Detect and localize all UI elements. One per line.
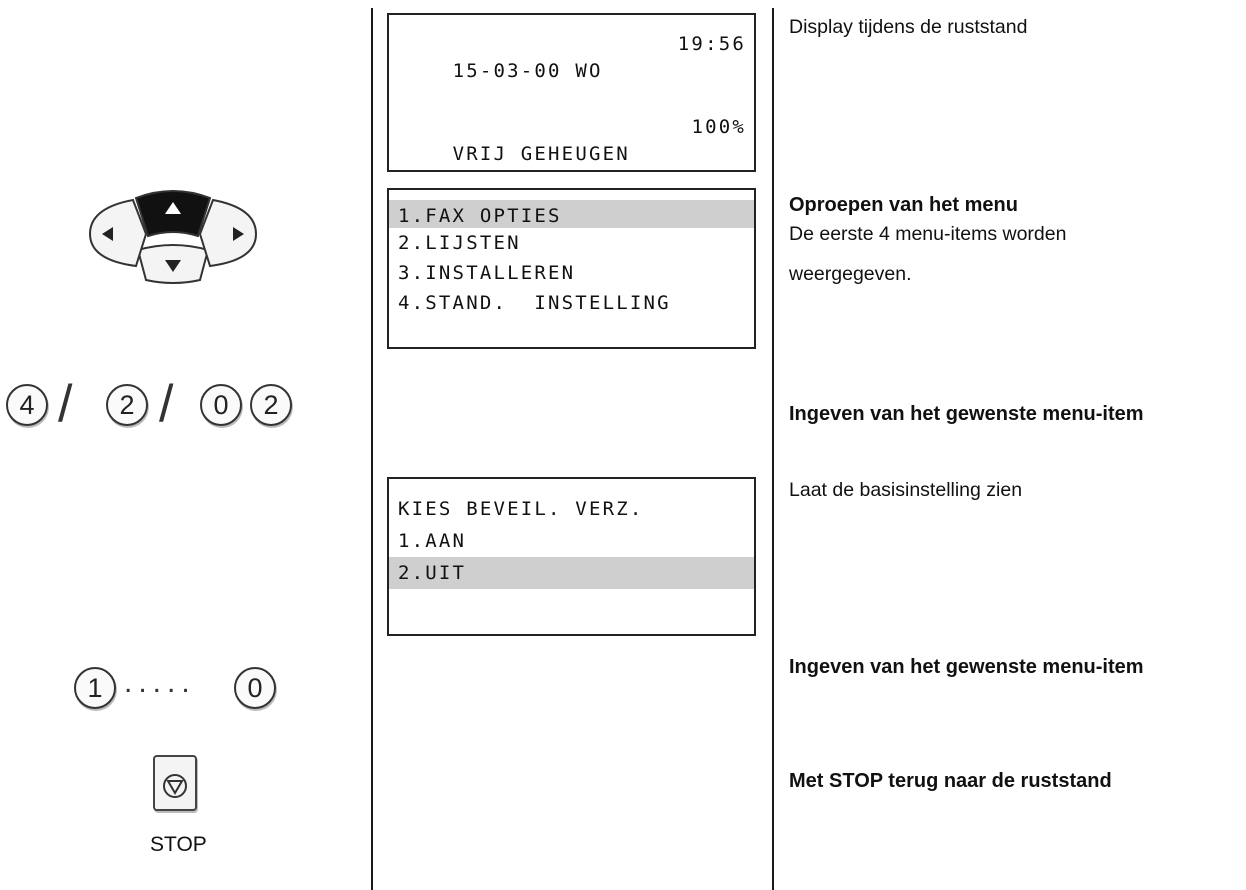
key-2: 2 xyxy=(106,384,148,426)
key-4: 4 xyxy=(6,384,48,426)
lcd-line xyxy=(389,31,754,82)
key-separator-slash: / xyxy=(58,375,73,433)
key-0-range: 0 xyxy=(234,667,276,709)
key-2-second: 2 xyxy=(250,384,292,426)
lcd-menu-item: 2.LIJSTEN xyxy=(398,232,521,254)
desc-idle: Display tijdens de ruststand xyxy=(789,16,1028,38)
stop-label: STOP xyxy=(150,833,207,856)
stop-icon xyxy=(155,757,195,809)
key-separator-slash: / xyxy=(159,375,174,433)
lcd-menu-item: 1.FAX OPTIES xyxy=(389,200,754,228)
key-range-dots: ..... xyxy=(124,666,196,699)
lcd-security-option-selected: 2.UIT xyxy=(389,557,754,589)
lcd-security-title: KIES BEVEIL. VERZ. xyxy=(398,498,644,520)
lcd-menu-item: 4.STAND. INSTELLING xyxy=(398,292,671,314)
desc-menu-title: Oproepen van het menu xyxy=(789,194,1018,216)
desc-basis: Laat de basisinstelling zien xyxy=(789,479,1023,501)
column-divider-right xyxy=(772,8,774,890)
lcd-time: 19:56 xyxy=(677,33,746,55)
lcd-security-display xyxy=(387,477,756,636)
lcd-line xyxy=(389,114,754,165)
lcd-menu-item: 3.INSTALLEREN xyxy=(398,262,576,284)
key-1: 1 xyxy=(74,667,116,709)
desc-menu-line2: weergegeven. xyxy=(789,263,912,285)
lcd-date: 15-03-00 WO xyxy=(452,60,603,82)
key-0: 0 xyxy=(200,384,242,426)
desc-enter-item-1: Ingeven van het gewenste menu-item xyxy=(789,403,1144,425)
column-divider-left xyxy=(371,8,373,890)
lcd-security-option: 1.AAN xyxy=(398,530,467,552)
lcd-memory-label: VRIJ GEHEUGEN xyxy=(452,143,630,165)
stop-button xyxy=(153,755,197,811)
lcd-memory-value: 100% xyxy=(691,116,746,138)
lcd-idle-display xyxy=(387,13,756,172)
lcd-menu-display xyxy=(387,188,756,349)
desc-enter-item-2: Ingeven van het gewenste menu-item xyxy=(789,656,1144,678)
desc-stop: Met STOP terug naar de ruststand xyxy=(789,770,1112,792)
navigation-pad-icon xyxy=(88,182,258,287)
desc-menu-line1: De eerste 4 menu-items worden xyxy=(789,223,1067,245)
